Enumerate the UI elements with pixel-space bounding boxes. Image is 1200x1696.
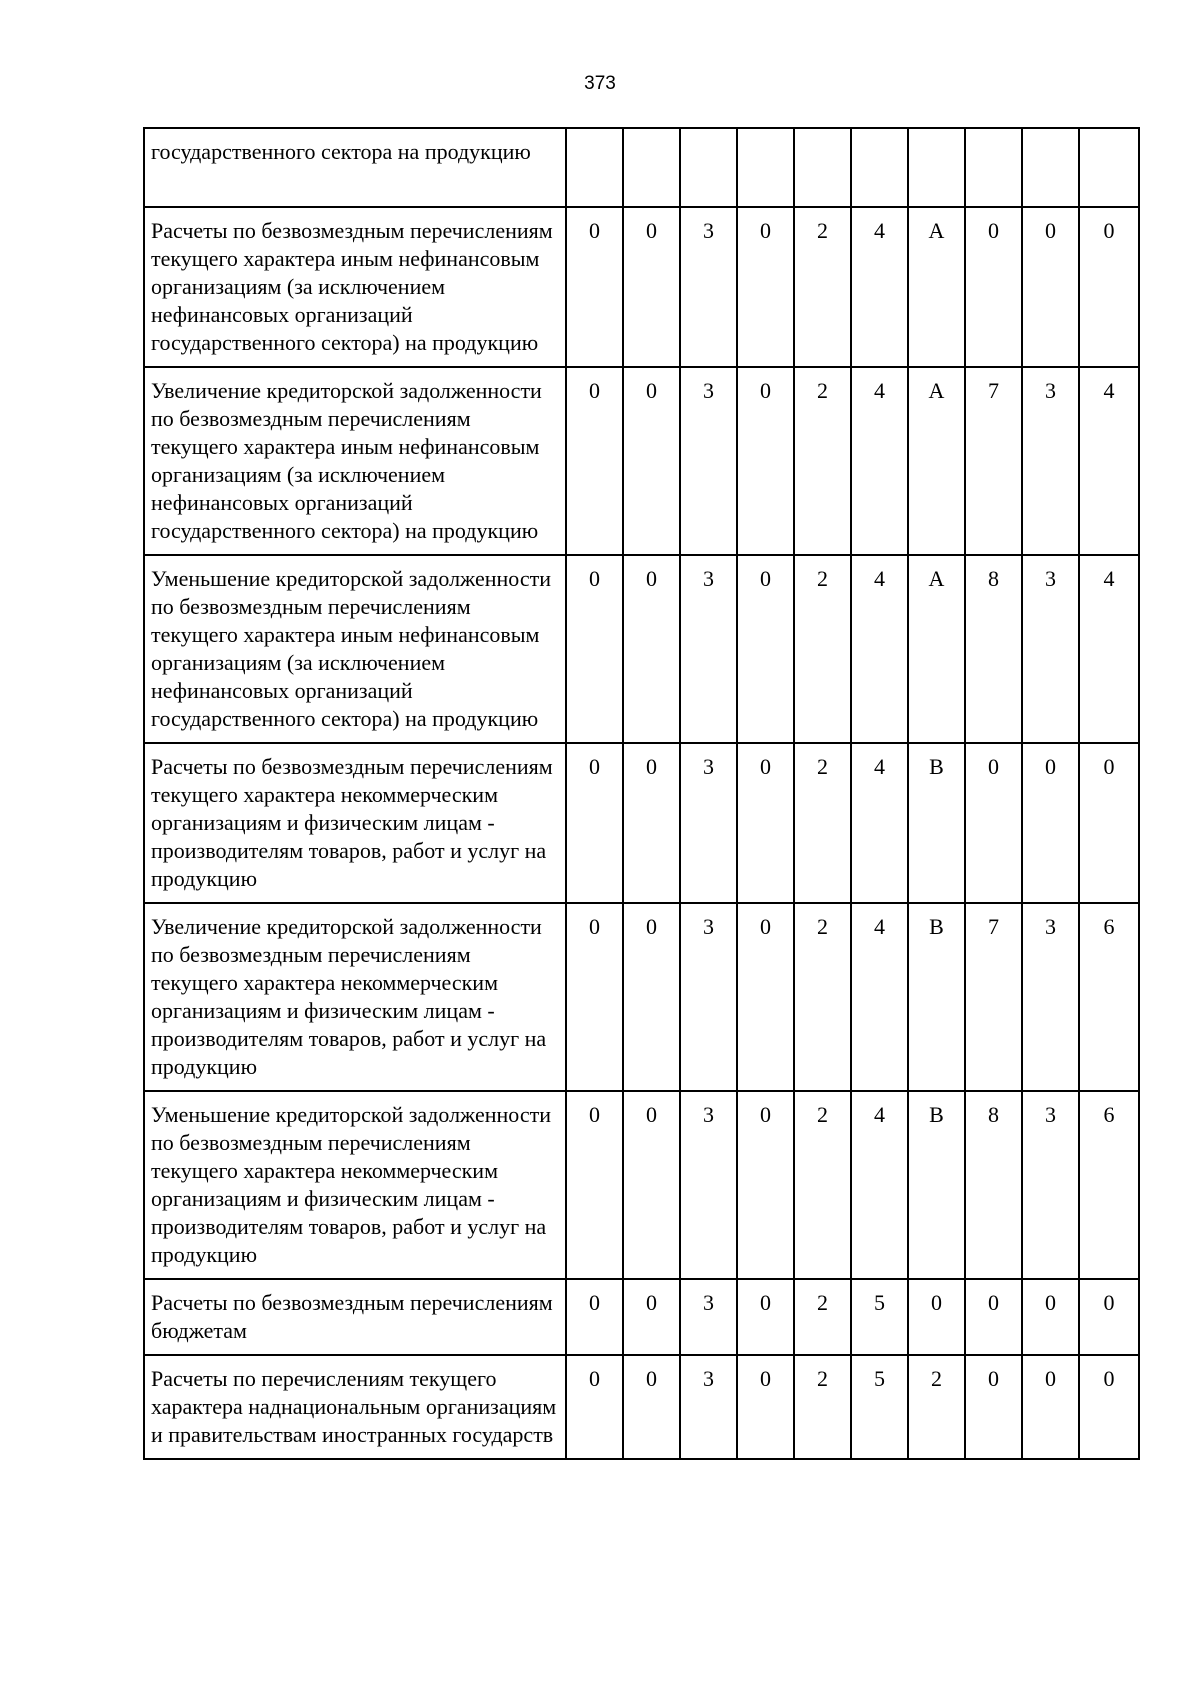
- code-digit-cell: 0: [566, 1279, 623, 1355]
- table-row: [144, 367, 1139, 555]
- code-digit-cell: 0: [737, 743, 794, 903]
- code-digit-cell: 4: [851, 903, 908, 1091]
- code-digit-cell: 2: [794, 1279, 851, 1355]
- code-digit-cell: 0: [1022, 207, 1079, 367]
- table-row: [144, 207, 1139, 367]
- code-digit-cell: 0: [623, 1091, 680, 1279]
- code-digit-cell: В: [908, 903, 965, 1091]
- code-digit-cell: 0: [623, 207, 680, 367]
- table-row: [144, 555, 1139, 743]
- code-digit-cell: 0: [566, 367, 623, 555]
- table-row: [144, 743, 1139, 903]
- row-description: Расчеты по безвозмездным перечислениям бюджетам: [144, 1279, 566, 1355]
- code-digit-cell: 0: [566, 1091, 623, 1279]
- code-digit-cell: 2: [794, 207, 851, 367]
- code-digit-cell: [794, 128, 851, 207]
- code-digit-cell: А: [908, 207, 965, 367]
- code-digit-cell: 0: [965, 743, 1022, 903]
- code-digit-cell: 3: [680, 1279, 737, 1355]
- row-description: Расчеты по перечислениям текущего характера наднациональным организациям и правительствам иностранных государств: [144, 1355, 566, 1459]
- code-digit-cell: [737, 128, 794, 207]
- code-digit-cell: 5: [851, 1279, 908, 1355]
- code-digit-cell: 0: [1022, 1279, 1079, 1355]
- code-digit-cell: 3: [680, 555, 737, 743]
- code-digit-cell: 0: [1079, 1279, 1139, 1355]
- code-digit-cell: 5: [851, 1355, 908, 1459]
- code-digit-cell: В: [908, 743, 965, 903]
- code-digit-cell: 0: [1022, 1355, 1079, 1459]
- code-digit-cell: 0: [1079, 743, 1139, 903]
- code-digit-cell: [908, 128, 965, 207]
- code-digit-cell: 2: [794, 1355, 851, 1459]
- code-digit-cell: 4: [851, 367, 908, 555]
- code-digit-cell: 0: [1022, 743, 1079, 903]
- code-digit-cell: 3: [680, 367, 737, 555]
- code-digit-cell: 0: [737, 207, 794, 367]
- code-digit-cell: 6: [1079, 1091, 1139, 1279]
- row-description: Расчеты по безвозмездным перечислениям текущего характера некоммерческим организациям и физическим лицам - производителям товаров, работ и услуг на продукцию: [144, 743, 566, 903]
- code-digit-cell: [1079, 128, 1139, 207]
- code-digit-cell: 0: [737, 367, 794, 555]
- code-digit-cell: 3: [680, 1091, 737, 1279]
- code-digit-cell: 4: [1079, 367, 1139, 555]
- code-digit-cell: [965, 128, 1022, 207]
- code-digit-cell: [1022, 128, 1079, 207]
- code-digit-cell: 4: [851, 555, 908, 743]
- code-digit-cell: [680, 128, 737, 207]
- code-digit-cell: 8: [965, 555, 1022, 743]
- code-digit-cell: [566, 128, 623, 207]
- table-row: [144, 128, 1139, 207]
- row-description: Уменьшение кредиторской задолженности по безвозмездным перечислениям текущего характера иным нефинансовым организациям (за исключением нефинансовых организаций государственного сектора) на продукцию: [144, 555, 566, 743]
- code-digit-cell: 0: [623, 743, 680, 903]
- code-digit-cell: 0: [1079, 207, 1139, 367]
- code-digit-cell: 3: [1022, 903, 1079, 1091]
- code-digit-cell: 3: [680, 743, 737, 903]
- code-digit-cell: 0: [566, 555, 623, 743]
- code-digit-cell: 0: [623, 555, 680, 743]
- code-digit-cell: 3: [680, 207, 737, 367]
- code-digit-cell: 4: [851, 1091, 908, 1279]
- code-digit-cell: 3: [1022, 1091, 1079, 1279]
- code-digit-cell: 6: [1079, 903, 1139, 1091]
- code-digit-cell: 0: [566, 903, 623, 1091]
- code-digit-cell: 0: [623, 1279, 680, 1355]
- code-digit-cell: 0: [1079, 1355, 1139, 1459]
- code-digit-cell: 7: [965, 903, 1022, 1091]
- code-digit-cell: 2: [794, 903, 851, 1091]
- code-digit-cell: 0: [965, 207, 1022, 367]
- page-number: 373: [584, 73, 616, 94]
- code-digit-cell: 0: [908, 1279, 965, 1355]
- code-digit-cell: 7: [965, 367, 1022, 555]
- code-digit-cell: 8: [965, 1091, 1022, 1279]
- code-digit-cell: 0: [623, 1355, 680, 1459]
- code-digit-cell: А: [908, 555, 965, 743]
- code-digit-cell: 0: [623, 367, 680, 555]
- code-digit-cell: 3: [680, 903, 737, 1091]
- code-digit-cell: 0: [566, 1355, 623, 1459]
- code-digit-cell: 2: [794, 367, 851, 555]
- table-row: [144, 903, 1139, 1091]
- code-digit-cell: 2: [794, 743, 851, 903]
- code-digit-cell: 0: [737, 1279, 794, 1355]
- code-digit-cell: [623, 128, 680, 207]
- table-row: [144, 1091, 1139, 1279]
- code-digit-cell: В: [908, 1091, 965, 1279]
- row-description: Увеличение кредиторской задолженности по безвозмездным перечислениям текущего характера некоммерческим организациям и физическим лицам - производителям товаров, работ и услуг на продукцию: [144, 903, 566, 1091]
- row-description: Увеличение кредиторской задолженности по безвозмездным перечислениям текущего характера иным нефинансовым организациям (за исключением нефинансовых организаций государственного сектора) на продукцию: [144, 367, 566, 555]
- code-digit-cell: 0: [623, 903, 680, 1091]
- code-digit-cell: 0: [737, 1355, 794, 1459]
- code-digit-cell: 4: [851, 743, 908, 903]
- code-digit-cell: 2: [794, 1091, 851, 1279]
- code-digit-cell: 0: [566, 207, 623, 367]
- code-digit-cell: 4: [851, 207, 908, 367]
- code-digit-cell: 2: [908, 1355, 965, 1459]
- row-description: государственного сектора на продукцию: [144, 128, 566, 207]
- code-digit-cell: 0: [965, 1279, 1022, 1355]
- account-codes-table: [143, 127, 1140, 1460]
- code-digit-cell: А: [908, 367, 965, 555]
- code-digit-cell: 0: [737, 555, 794, 743]
- code-digit-cell: 4: [1079, 555, 1139, 743]
- code-digit-cell: 3: [1022, 367, 1079, 555]
- code-digit-cell: 3: [680, 1355, 737, 1459]
- table-row: [144, 1279, 1139, 1355]
- code-digit-cell: 0: [566, 743, 623, 903]
- code-digit-cell: 0: [737, 903, 794, 1091]
- row-description: Уменьшение кредиторской задолженности по безвозмездным перечислениям текущего характера некоммерческим организациям и физическим лицам - производителям товаров, работ и услуг на продукцию: [144, 1091, 566, 1279]
- row-description: Расчеты по безвозмездным перечислениям текущего характера иным нефинансовым организациям (за исключением нефинансовых организаций государственного сектора) на продукцию: [144, 207, 566, 367]
- code-digit-cell: 3: [1022, 555, 1079, 743]
- code-digit-cell: 0: [737, 1091, 794, 1279]
- code-digit-cell: [851, 128, 908, 207]
- code-digit-cell: 2: [794, 555, 851, 743]
- code-digit-cell: 0: [965, 1355, 1022, 1459]
- table-row: [144, 1355, 1139, 1459]
